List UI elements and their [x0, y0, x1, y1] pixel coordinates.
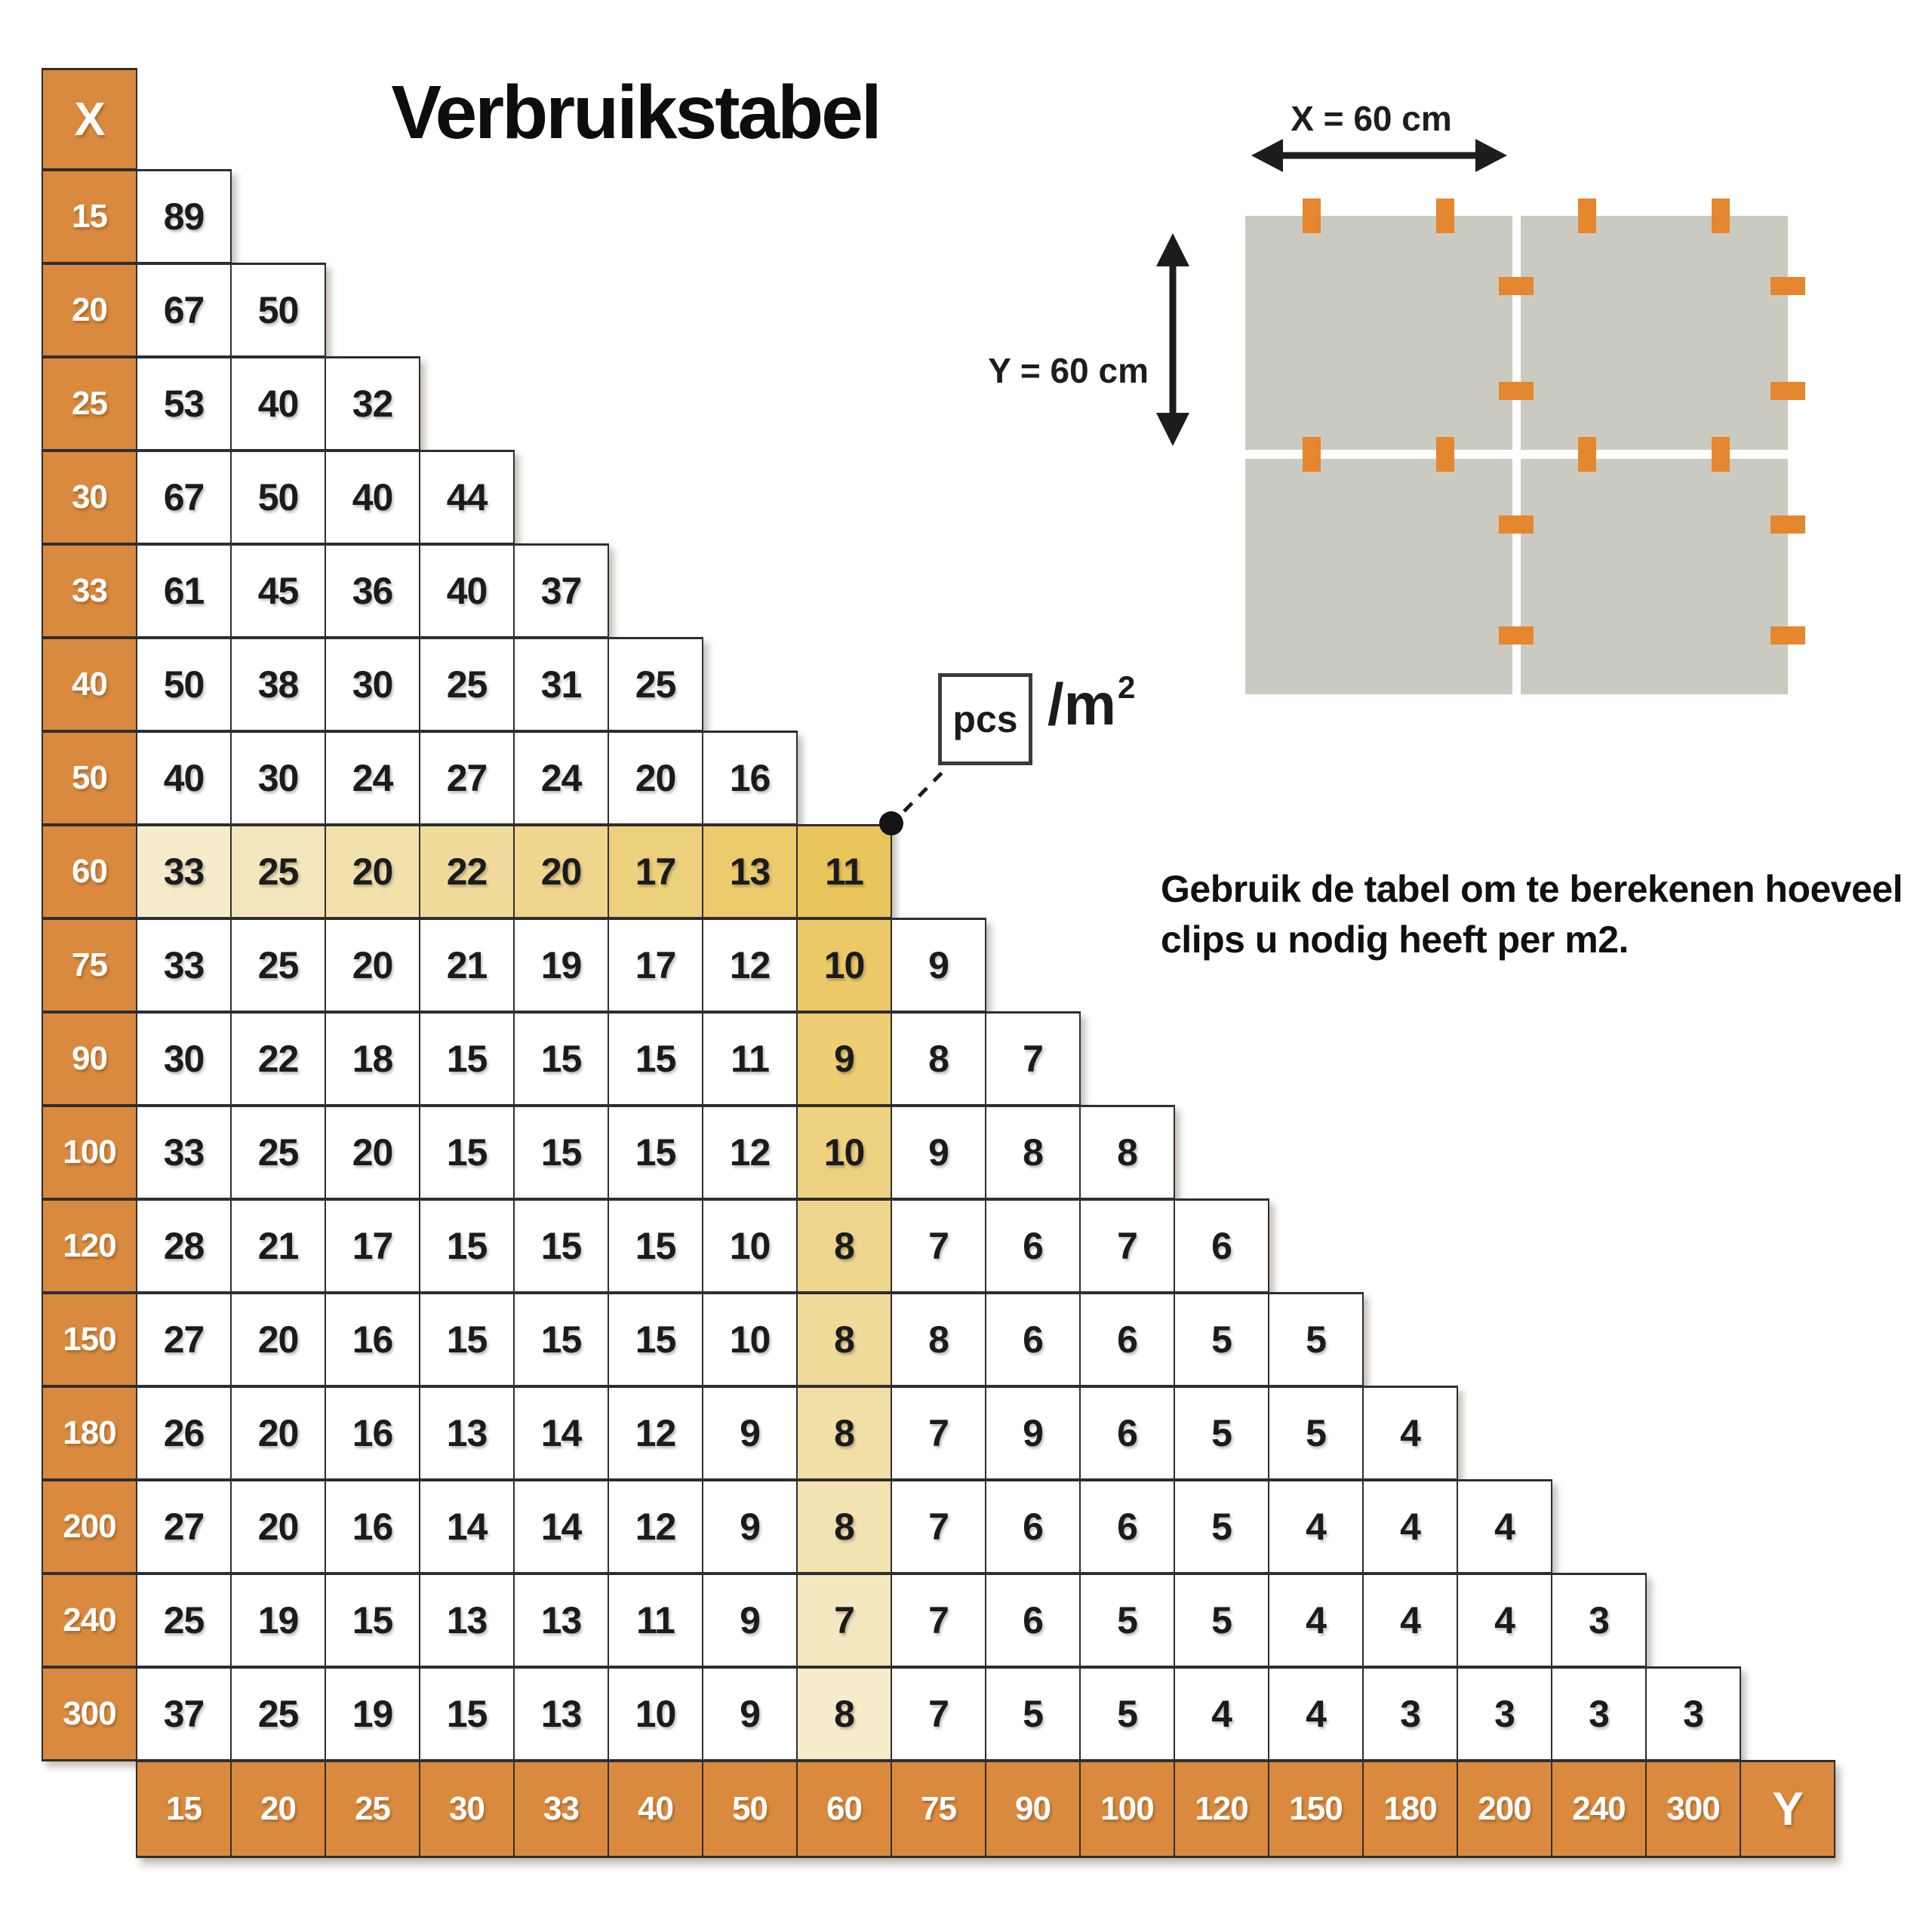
value-cell: 40 [325, 450, 420, 545]
row-label-x-30: 30 [42, 450, 137, 545]
value-cell: 11 [608, 1573, 703, 1668]
clip-icon [1712, 198, 1730, 233]
value-cell: 17 [608, 918, 703, 1013]
value-cell: 6 [985, 1198, 1081, 1294]
value-cell: 20 [608, 731, 703, 826]
column-label-y-240: 240 [1551, 1760, 1647, 1858]
column-label-y-120: 120 [1174, 1760, 1269, 1858]
table-row [42, 263, 326, 358]
value-cell: 13 [702, 824, 798, 919]
value-cell: 11 [702, 1011, 798, 1106]
value-cell: 6 [985, 1573, 1081, 1668]
value-cell: 32 [325, 356, 420, 451]
value-cell: 50 [136, 637, 232, 732]
value-cell: 8 [985, 1105, 1081, 1200]
table-row [42, 637, 703, 732]
pcs-box: pcs [938, 673, 1032, 765]
value-cell: 13 [513, 1666, 609, 1761]
value-cell: 19 [325, 1666, 420, 1761]
value-cell: 25 [419, 637, 515, 732]
value-cell: 13 [513, 1573, 609, 1668]
value-cell: 5 [1079, 1666, 1175, 1761]
value-cell: 30 [136, 1011, 232, 1106]
value-cell: 3 [1362, 1666, 1458, 1761]
value-cell: 18 [325, 1011, 420, 1106]
value-cell: 15 [513, 1105, 609, 1200]
value-cell: 27 [136, 1479, 232, 1574]
row-label-x-20: 20 [42, 263, 137, 358]
column-label-y-150: 150 [1268, 1760, 1364, 1858]
column-label-y-15: 15 [136, 1760, 232, 1858]
clip-icon [1770, 515, 1805, 534]
value-cell: 37 [513, 543, 609, 638]
value-cell: 50 [230, 263, 326, 358]
clip-icon [1770, 277, 1805, 295]
value-cell: 22 [230, 1011, 326, 1106]
value-cell: 15 [419, 1198, 515, 1294]
value-cell: 27 [136, 1292, 232, 1387]
value-cell: 20 [325, 824, 420, 919]
row-label-x-15: 15 [42, 169, 137, 264]
value-cell: 5 [1268, 1292, 1364, 1387]
per-m2-sup: 2 [1118, 669, 1136, 705]
table-row [42, 356, 420, 451]
value-cell: 24 [325, 731, 420, 826]
value-cell: 4 [1268, 1573, 1364, 1668]
value-cell: 3 [1645, 1666, 1741, 1761]
value-cell: 16 [702, 731, 798, 826]
value-cell: 25 [230, 1666, 326, 1761]
value-cell: 12 [702, 1105, 798, 1200]
table-row [42, 731, 798, 826]
clip-icon [1303, 437, 1321, 472]
value-cell: 40 [419, 543, 515, 638]
y-dimension-label: Y = 60 cm [988, 351, 1149, 390]
tile [1521, 459, 1788, 694]
clip-icon [1770, 626, 1805, 645]
row-label-x-40: 40 [42, 637, 137, 732]
value-cell: 9 [796, 1011, 892, 1106]
row-label-x-200: 200 [42, 1479, 137, 1574]
row-label-x-100: 100 [42, 1105, 137, 1200]
value-cell: 6 [1079, 1479, 1175, 1574]
value-cell: 20 [230, 1386, 326, 1481]
table-row [42, 543, 609, 638]
clip-icon [1499, 382, 1534, 400]
value-cell: 6 [985, 1292, 1081, 1387]
per-m2-text: /m [1048, 671, 1117, 737]
tile [1245, 216, 1512, 450]
y-dimension-arrow [1156, 233, 1189, 446]
value-cell: 53 [136, 356, 232, 451]
value-cell: 15 [513, 1198, 609, 1294]
value-cell: 30 [325, 637, 420, 732]
value-cell: 26 [136, 1386, 232, 1481]
value-cell: 20 [230, 1479, 326, 1574]
value-cell: 22 [419, 824, 515, 919]
value-cell: 25 [136, 1573, 232, 1668]
value-cell: 17 [325, 1198, 420, 1294]
value-cell: 61 [136, 543, 232, 638]
value-cell: 20 [325, 1105, 420, 1200]
value-cell: 44 [419, 450, 515, 545]
value-cell: 7 [891, 1386, 986, 1481]
value-cell: 10 [702, 1292, 798, 1387]
row-label-x-120: 120 [42, 1198, 137, 1294]
value-cell: 15 [419, 1666, 515, 1761]
column-label-y-30: 30 [419, 1760, 515, 1858]
value-cell: 16 [325, 1386, 420, 1481]
table-row [42, 1105, 1175, 1200]
value-cell: 10 [702, 1198, 798, 1294]
value-cell: 17 [608, 824, 703, 919]
value-cell: 6 [1079, 1292, 1175, 1387]
value-cell: 25 [608, 637, 703, 732]
x-dimension-arrow [1251, 139, 1507, 172]
clip-icon [1578, 198, 1596, 233]
clip-icon [1436, 437, 1454, 472]
value-cell: 15 [513, 1292, 609, 1387]
value-cell: 14 [513, 1386, 609, 1481]
tiles-diagram [958, 98, 1909, 1011]
caption [1161, 864, 1932, 965]
value-cell: 67 [136, 263, 232, 358]
row-label-x-90: 90 [42, 1011, 137, 1106]
value-cell: 15 [608, 1105, 703, 1200]
column-label-y-300: 300 [1645, 1760, 1741, 1858]
value-cell: 4 [1457, 1573, 1552, 1668]
value-cell: 4 [1174, 1666, 1269, 1761]
row-label-x-300: 300 [42, 1666, 137, 1761]
row-label-x-240: 240 [42, 1573, 137, 1668]
row-label-x-150: 150 [42, 1292, 137, 1387]
value-cell: 15 [513, 1011, 609, 1106]
column-label-y-60: 60 [796, 1760, 892, 1858]
x-dimension-label: X = 60 cm [1291, 99, 1452, 138]
column-label-y-75: 75 [891, 1760, 986, 1858]
clip-icon [1499, 515, 1534, 534]
table-row [42, 1386, 1458, 1481]
value-cell: 16 [325, 1479, 420, 1574]
clip-icon [1499, 626, 1534, 645]
value-cell: 5 [1079, 1573, 1175, 1668]
value-cell: 12 [608, 1479, 703, 1574]
value-cell: 38 [230, 637, 326, 732]
value-cell: 9 [891, 918, 986, 1013]
value-cell: 7 [891, 1479, 986, 1574]
clip-icon [1578, 437, 1596, 472]
column-label-y-25: 25 [325, 1760, 420, 1858]
value-cell: 8 [796, 1666, 892, 1761]
value-cell: 15 [419, 1011, 515, 1106]
value-cell: 4 [1362, 1479, 1458, 1574]
value-cell: 30 [230, 731, 326, 826]
table-row [42, 169, 232, 264]
value-cell: 28 [136, 1198, 232, 1294]
value-cell: 15 [419, 1292, 515, 1387]
value-cell: 7 [796, 1573, 892, 1668]
row-label-x-33: 33 [42, 543, 137, 638]
value-cell: 5 [1268, 1386, 1364, 1481]
value-cell: 8 [891, 1011, 986, 1106]
value-cell: 11 [796, 824, 892, 919]
value-cell: 9 [891, 1105, 986, 1200]
value-cell: 24 [513, 731, 609, 826]
value-cell: 14 [419, 1479, 515, 1574]
value-cell: 10 [796, 918, 892, 1013]
value-cell: 9 [702, 1573, 798, 1668]
column-label-y-100: 100 [1079, 1760, 1175, 1858]
column-label-y-40: 40 [608, 1760, 703, 1858]
caption-line1: Gebruik de tabel om te berekenen hoeveel [1161, 868, 1903, 910]
table-corner [42, 68, 137, 171]
value-cell: 7 [891, 1198, 986, 1294]
leader-line [904, 771, 943, 811]
value-cell: 37 [136, 1666, 232, 1761]
value-cell: 8 [796, 1292, 892, 1387]
column-label-y-180: 180 [1362, 1760, 1458, 1858]
value-cell: 4 [1268, 1479, 1364, 1574]
value-cell: 12 [702, 918, 798, 1013]
clip-icon [1712, 437, 1730, 472]
value-cell: 12 [608, 1386, 703, 1481]
clip-icon [1303, 198, 1321, 233]
value-cell: 40 [230, 356, 326, 451]
value-cell: 13 [419, 1386, 515, 1481]
value-cell: 21 [230, 1198, 326, 1294]
value-cell: 4 [1457, 1479, 1552, 1574]
value-cell: 50 [230, 450, 326, 545]
y-axis-header: Y [1740, 1760, 1835, 1858]
column-label-y-20: 20 [230, 1760, 326, 1858]
y-header-row [136, 1760, 1835, 1858]
column-label-y-200: 200 [1457, 1760, 1552, 1858]
tile [1521, 216, 1788, 450]
value-cell: 89 [136, 169, 232, 264]
value-cell: 8 [796, 1198, 892, 1294]
clip-icon [1499, 277, 1534, 295]
table-row [42, 918, 986, 1013]
row-label-x-50: 50 [42, 731, 137, 826]
value-cell: 5 [1174, 1479, 1269, 1574]
value-cell: 36 [325, 543, 420, 638]
value-cell: 33 [136, 824, 232, 919]
value-cell: 5 [1174, 1573, 1269, 1668]
tile [1245, 459, 1512, 694]
value-cell: 31 [513, 637, 609, 732]
table-row [42, 1292, 1364, 1387]
clip-icon [1770, 382, 1805, 400]
value-cell: 19 [230, 1573, 326, 1668]
value-cell: 33 [136, 918, 232, 1013]
row-label-x-25: 25 [42, 356, 137, 451]
value-cell: 6 [985, 1479, 1081, 1574]
value-cell: 8 [891, 1292, 986, 1387]
value-cell: 10 [608, 1666, 703, 1761]
table-row [42, 1573, 1647, 1668]
value-cell: 7 [891, 1666, 986, 1761]
row-label-x-180: 180 [42, 1386, 137, 1481]
value-cell: 20 [513, 824, 609, 919]
value-cell: 5 [1174, 1386, 1269, 1481]
value-cell: 21 [419, 918, 515, 1013]
value-cell: 13 [419, 1573, 515, 1668]
clip-icon [1436, 198, 1454, 233]
value-cell: 5 [985, 1666, 1081, 1761]
value-cell: 9 [985, 1386, 1081, 1481]
value-cell: 7 [985, 1011, 1081, 1106]
value-cell: 15 [325, 1573, 420, 1668]
value-cell: 8 [1079, 1105, 1175, 1200]
table-row [42, 1011, 1081, 1106]
value-cell: 3 [1551, 1666, 1647, 1761]
value-cell: 25 [230, 1105, 326, 1200]
value-cell: 7 [1079, 1198, 1175, 1294]
value-cell: 40 [136, 731, 232, 826]
row-label-x-60: 60 [42, 824, 137, 919]
value-cell: 20 [325, 918, 420, 1013]
table-row [42, 450, 515, 545]
column-label-y-90: 90 [985, 1760, 1081, 1858]
value-cell: 4 [1362, 1573, 1458, 1668]
column-label-y-50: 50 [702, 1760, 798, 1858]
column-label-y-33: 33 [513, 1760, 609, 1858]
value-cell: 20 [230, 1292, 326, 1387]
value-cell: 67 [136, 450, 232, 545]
value-cell: 9 [702, 1386, 798, 1481]
value-cell: 4 [1268, 1666, 1364, 1761]
value-cell: 16 [325, 1292, 420, 1387]
value-cell: 5 [1174, 1292, 1269, 1387]
table-row [42, 1479, 1552, 1574]
x-axis-header: X [42, 68, 137, 171]
value-cell: 15 [419, 1105, 515, 1200]
value-cell: 19 [513, 918, 609, 1013]
value-cell: 15 [608, 1198, 703, 1294]
row-label-x-75: 75 [42, 918, 137, 1013]
page-title: Verbruikstabel [391, 70, 880, 155]
value-cell: 9 [702, 1666, 798, 1761]
caption-line2: clips u nodig heeft per m2. [1161, 918, 1629, 961]
table-row [42, 1198, 1269, 1294]
value-cell: 33 [136, 1105, 232, 1200]
value-cell: 15 [608, 1011, 703, 1106]
value-cell: 15 [608, 1292, 703, 1387]
value-cell: 45 [230, 543, 326, 638]
value-cell: 10 [796, 1105, 892, 1200]
value-cell: 27 [419, 731, 515, 826]
value-cell: 14 [513, 1479, 609, 1574]
value-cell: 9 [702, 1479, 798, 1574]
value-cell: 4 [1362, 1386, 1458, 1481]
value-cell: 25 [230, 824, 326, 919]
value-cell: 25 [230, 918, 326, 1013]
value-cell: 8 [796, 1479, 892, 1574]
value-cell: 7 [891, 1573, 986, 1668]
table-row [42, 824, 892, 919]
value-cell: 6 [1174, 1198, 1269, 1294]
value-cell: 3 [1457, 1666, 1552, 1761]
table-row [42, 1666, 1741, 1761]
value-cell: 3 [1551, 1573, 1647, 1668]
value-cell: 6 [1079, 1386, 1175, 1481]
value-cell: 8 [796, 1386, 892, 1481]
